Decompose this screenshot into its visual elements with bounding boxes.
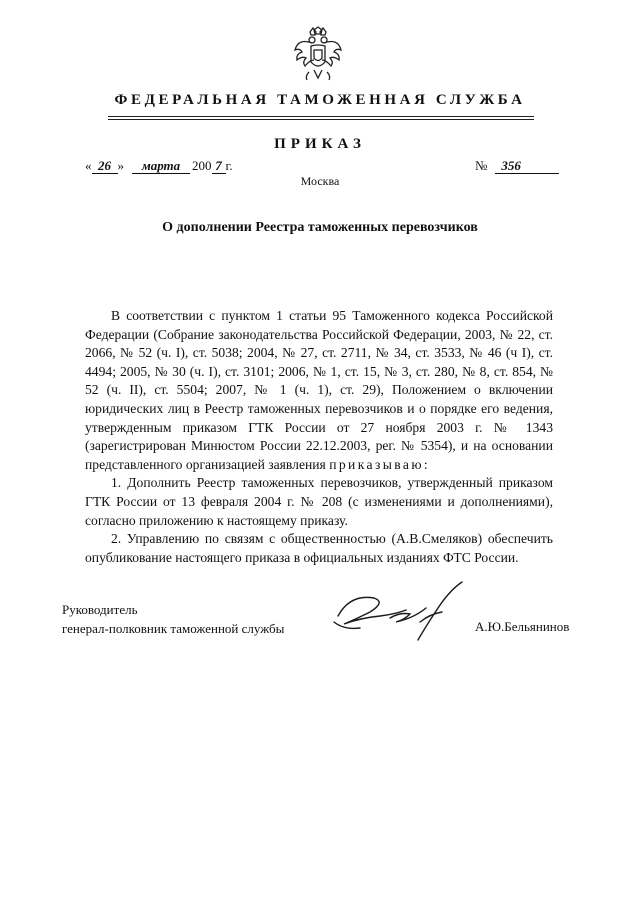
signatory-rank: генерал-полковник таможенной службы [62, 621, 285, 636]
preamble-text: В соответствии с пунктом 1 статьи 95 Таможенного кодекса Российской Федерации (Собрание законодательства Российской Федерации, 2003, № 22, ст. 2066, № 52 (ч. I), ст. 5038; 2004, № 27, ст. 2711, № 34, ст. 3533, № 46 (ч I), ст. 4494; 2005, № 30 (ч. I), ст. 3101; 2006, № 1, ст. 15, № 3, ст. 280, № 8, ст. 854, № 52 (ч. II), ст. 5504; 2007, № 1 (ч. 1), ст. 29), Положением о включении юридических лиц в Реестр таможенных перевозчиков и о порядке его ведения, утвержденным приказом ГТК России от 27 ноября 2003 г. № 1343 (зарегистрирован Минюстом России 22.12.2003, рег. № 5354), и на основании представленного организацией заявления [85, 308, 553, 472]
date-month: марта [132, 159, 190, 174]
order-number [475, 158, 559, 174]
agency-name: ФЕДЕРАЛЬНАЯ ТАМОЖЕННАЯ СЛУЖБА [114, 92, 526, 108]
signatory-title [62, 600, 284, 638]
issue-city: Москва [300, 174, 340, 188]
order-date [85, 158, 233, 174]
signatory-name: А.Ю.Бельянинов [475, 619, 570, 634]
date-close-quote: » [117, 158, 124, 173]
order-number-prefix: № [475, 158, 488, 173]
date-day: 26 [92, 159, 118, 174]
handwritten-signature [330, 578, 470, 644]
order-item-2: 2. Управлению по связям с общественностью (А.В.Смеляков) обеспечить опубликование настоящего приказа в официальных изданиях ФТС России. [85, 531, 553, 565]
preamble-paragraph [85, 307, 553, 474]
order-item-1: 1. Дополнить Реестр таможенных перевозчиков, утвержденный приказом ГТК России от 13 февраля 2004 г. № 208 (с изменениями и дополнениями), согласно приложению к настоящему приказу. [85, 475, 553, 528]
signatory-position: Руководитель [62, 602, 138, 617]
date-year-suffix: г. [225, 158, 233, 173]
date-year-digit: 7 [212, 159, 226, 174]
order-number-value: 356 [495, 159, 559, 174]
date-open-quote: « [85, 158, 92, 173]
document-type-title: ПРИКАЗ [274, 136, 366, 152]
date-year-prefix: 200 [192, 158, 212, 173]
order-subject: О дополнении Реестра таможенных перевозчиков [162, 220, 478, 235]
header-divider [108, 116, 534, 117]
header-divider-secondary [108, 119, 534, 120]
order-command: приказываю: [329, 456, 431, 472]
order-body [85, 307, 553, 567]
coat-of-arms-icon [292, 26, 344, 84]
